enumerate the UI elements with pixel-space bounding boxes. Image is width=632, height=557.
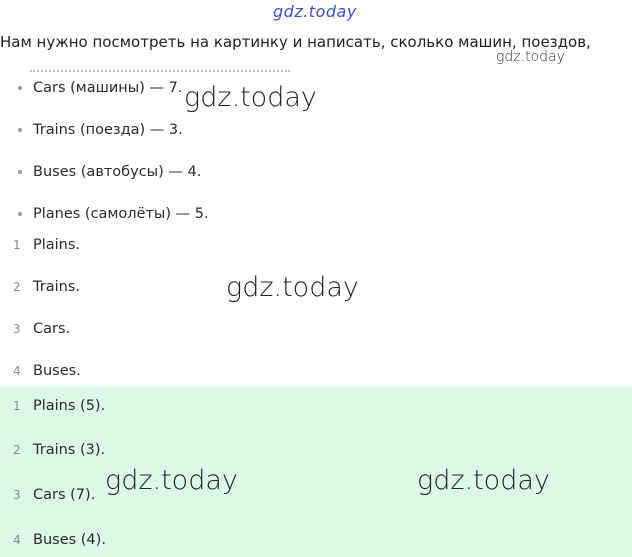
intro-text: Нам нужно посмотреть на картинку и написать, сколько машин, поездов, <box>0 33 591 51</box>
list-item-text: Trains (поезда) — 3. <box>33 122 183 138</box>
answer-text: Buses (4). <box>33 532 106 548</box>
bullet-icon <box>18 128 22 132</box>
watermark: gdz.today <box>184 82 317 113</box>
item-number: 1 <box>13 238 21 252</box>
watermark: gdz.today <box>417 465 550 496</box>
numbered-item <box>0 276 80 298</box>
item-number: 2 <box>13 280 21 294</box>
list-item <box>0 161 201 183</box>
item-number: 3 <box>13 488 21 502</box>
watermark: gdz.today <box>226 272 359 303</box>
list-item-text: Cars (машины) — 7. <box>33 80 183 96</box>
numbered-item <box>0 360 81 382</box>
list-item-text: Planes (самолёты) — 5. <box>33 206 209 222</box>
answer-item <box>0 395 105 417</box>
item-text: Trains. <box>33 279 80 295</box>
list-item <box>0 203 209 225</box>
answer-text: Cars (7). <box>33 487 96 503</box>
item-number: 1 <box>13 399 21 413</box>
answer-text: Plains (5). <box>33 398 106 414</box>
cut-off-text-line <box>30 66 290 72</box>
item-text: Cars. <box>33 321 71 337</box>
item-text: Buses. <box>33 363 81 379</box>
item-number: 4 <box>13 364 21 378</box>
bullet-icon <box>18 212 22 216</box>
bullet-icon <box>18 170 22 174</box>
list-item-text: Buses (автобусы) — 4. <box>33 164 202 180</box>
answer-item <box>0 484 95 506</box>
answer-item <box>0 439 105 461</box>
answer-text: Trains (3). <box>33 442 106 458</box>
site-logo[interactable]: gdz.today <box>273 2 357 21</box>
numbered-item <box>0 234 80 256</box>
watermark-small: gdz.today <box>496 49 565 65</box>
watermark: gdz.today <box>105 465 238 496</box>
list-item <box>0 77 182 99</box>
bullet-icon <box>18 86 22 90</box>
answer-item <box>0 529 106 551</box>
item-text: Plains. <box>33 237 81 253</box>
item-number: 4 <box>13 533 21 547</box>
item-number: 2 <box>13 443 21 457</box>
item-number: 3 <box>13 322 21 336</box>
numbered-item <box>0 318 70 340</box>
list-item <box>0 119 183 141</box>
